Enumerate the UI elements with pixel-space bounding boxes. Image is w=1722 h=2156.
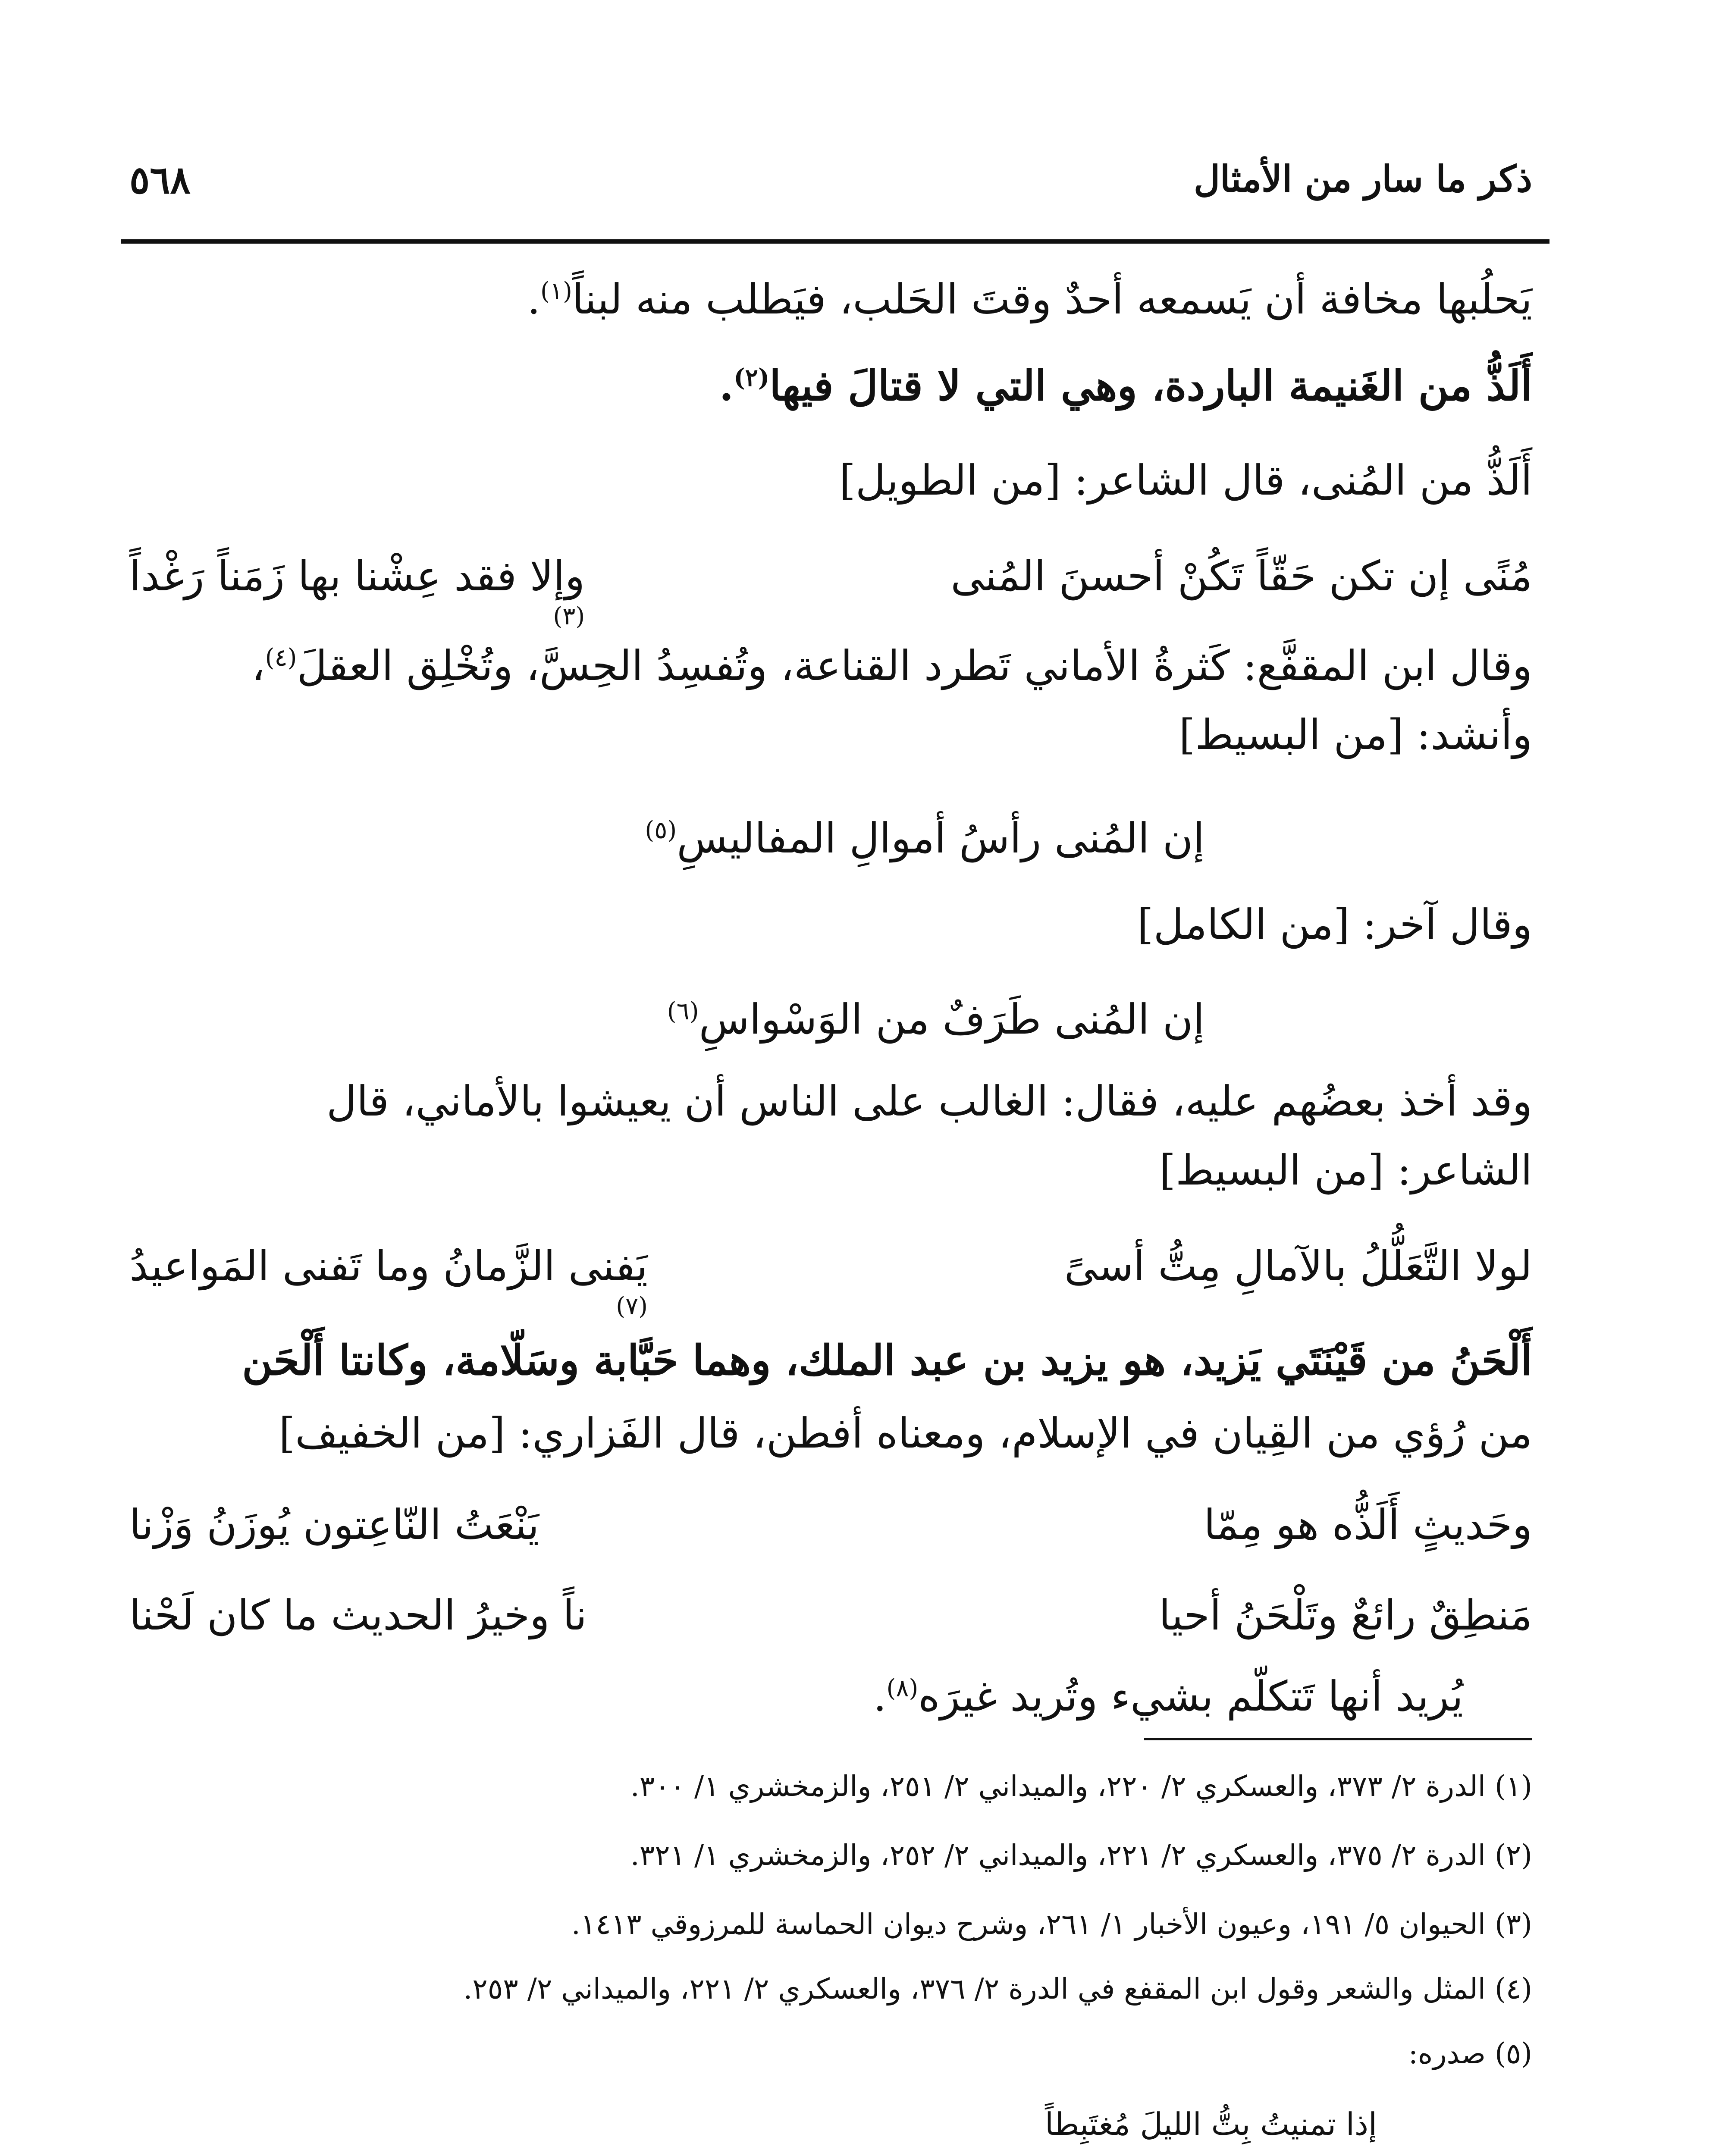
footnote-2: (٢) الدرة ٢/ ٣٧٥، والعسكري ٢/ ٢٢١، والميداني ٢/ ٢٥٢، والزمخشري ١/ ٣٢١. <box>630 1839 1532 1872</box>
verse-text: إن المُنى رأسُ أموالِ المفاليسِ <box>677 814 1204 862</box>
verse-3 <box>129 992 1204 1048</box>
verse-1-right: مُنًى إن تكن حَقّاً تَكُنْ أحسنَ المُنى <box>950 552 1532 600</box>
body-line-10: من رُؤي من القِيان في الإسلام، ومعناه أفطن، قال الفَزاري: [من الخفيف] <box>279 1409 1532 1457</box>
body-text: يَحلُبها مخافة أن يَسمعه أحدٌ وقتَ الحَلب، فيَطلب منه لبناً <box>572 275 1532 323</box>
running-title: ذكر ما سار من الأمثال <box>1194 157 1532 200</box>
footnote-ref: (٨) <box>886 1674 919 1702</box>
footnote-5-verse: إذا تمنيتُ بِتُّ الليلَ مُغتَبِطاً <box>1045 2106 1377 2142</box>
verse-1 <box>129 552 1532 649</box>
body-line-4: وقال ابن المقفَّع: كَثرةُ الأماني تَطرد القناعة، وتُفسِدُ الحِسَّ، وتُخْلِق العقلَ$^{(٤)}$، <box>251 642 1532 690</box>
footnote-5: (٥) صدره: <box>1408 2037 1532 2070</box>
verse-6-left: ناً وخيرُ الحديث ما كان لَحْنا <box>129 1591 587 1639</box>
header-rule <box>121 239 1549 244</box>
body-line-5: وأنشد: [من البسيط] <box>1179 711 1532 759</box>
footnote-ref: (٤) <box>265 644 297 672</box>
verse-5-right: وحَديثٍ أَلَذُّه هو مِمّا <box>1204 1501 1532 1549</box>
verse-4-left-wrap <box>129 1242 648 1338</box>
footnote-rule <box>1144 1738 1532 1740</box>
verse-6 <box>129 1591 1532 1639</box>
body-text: أَلَذُّ من الغَنيمة الباردة، وهي التي لا قتالَ فيها <box>769 361 1532 410</box>
footnote-ref: (٦) <box>667 997 699 1025</box>
verse-4-right: لولا التَّعَلُّلُ بالآمالِ مِتُّ أسىً <box>1064 1242 1532 1290</box>
proverb-line-2: أَلَذُّ من المُنى، قال الشاعر: [من الطويل] <box>839 456 1532 505</box>
footnote-4: (٤) المثل والشعر وقول ابن المقفع في الدرة ٢/ ٣٧٦، والعسكري ٢/ ٢٢١، والميداني ٢/ ٢٥٣. <box>463 1972 1532 2006</box>
verse-2 <box>129 811 1204 867</box>
body-line-1: يَحلُبها مخافة أن يَسمعه أحدٌ وقتَ الحَلب، فيَطلب منه لبناً$^{(١)}$. <box>527 275 1532 323</box>
body-line-7: وقد أخذ بعضُهم عليه، فقال: الغالب على الناس أن يعيشوا بالأماني، قال <box>326 1077 1532 1125</box>
footnote-ref: (٥) <box>645 816 677 844</box>
verse-text: إن المُنى طَرَفٌ من الوَسْواسِ <box>699 995 1204 1044</box>
verse-4-left: يَفنى الزَّمانُ وما تَفنى المَواعيدُ <box>129 1242 648 1290</box>
verse-4 <box>129 1242 1532 1338</box>
body-line-11: يُريد أنها تَتكلّم بشيء وتُريد غيرَه$^{(٨)}$. <box>873 1672 1463 1720</box>
footnote-ref: (١) <box>540 277 572 305</box>
body-text: يُريد أنها تَتكلّم بشيء وتُريد غيرَه <box>918 1672 1463 1720</box>
body-line-6: وقال آخر: [من الكامل] <box>1137 900 1532 949</box>
verse-1-left-wrap <box>129 552 585 649</box>
verse-1-left: وإلا فقد عِشْنا بها زَمَناً رَغْداً <box>129 552 585 600</box>
body-text: وقال ابن المقفَّع: كَثرةُ الأماني تَطرد القناعة، وتُفسِدُ الحِسَّ، وتُخْلِق العقلَ <box>297 642 1532 690</box>
page-number: ٥٦٨ <box>129 157 191 202</box>
verse-5 <box>129 1501 1532 1549</box>
proverb-line-3: أَلْحَنُ من قَيْنَتَي يَزيد، هو يزيد بن عبد الملك، وهما حَبَّابة وسَلّامة، وكانتا أَلْحَن <box>242 1336 1532 1385</box>
footnote-ref: (٣) <box>553 602 585 630</box>
verse-5-left: يَنْعَتُ النّاعِتون يُوزَنُ وَزْنا <box>129 1501 539 1549</box>
proverb-line-1: أَلَذُّ من الغَنيمة الباردة، وهي التي لا قتالَ فيها$^{(٢)}$. <box>719 361 1532 410</box>
footnote-ref: (٧) <box>616 1292 648 1320</box>
footnote-ref: (٢) <box>734 364 770 392</box>
verse-6-right: مَنطِقٌ رائعٌ وتَلْحَنُ أحيا <box>1159 1591 1532 1639</box>
body-line-8: الشاعر: [من البسيط] <box>1159 1146 1532 1194</box>
footnote-1: (١) الدرة ٢/ ٣٧٣، والعسكري ٢/ ٢٢٠، والميداني ٢/ ٢٥١، والزمخشري ١/ ٣٠٠. <box>630 1770 1532 1803</box>
footnote-3: (٣) الحيوان ٥/ ١٩١، وعيون الأخبار ١/ ٢٦١، وشرح ديوان الحماسة للمرزوقي ١٤١٣. <box>571 1908 1532 1941</box>
